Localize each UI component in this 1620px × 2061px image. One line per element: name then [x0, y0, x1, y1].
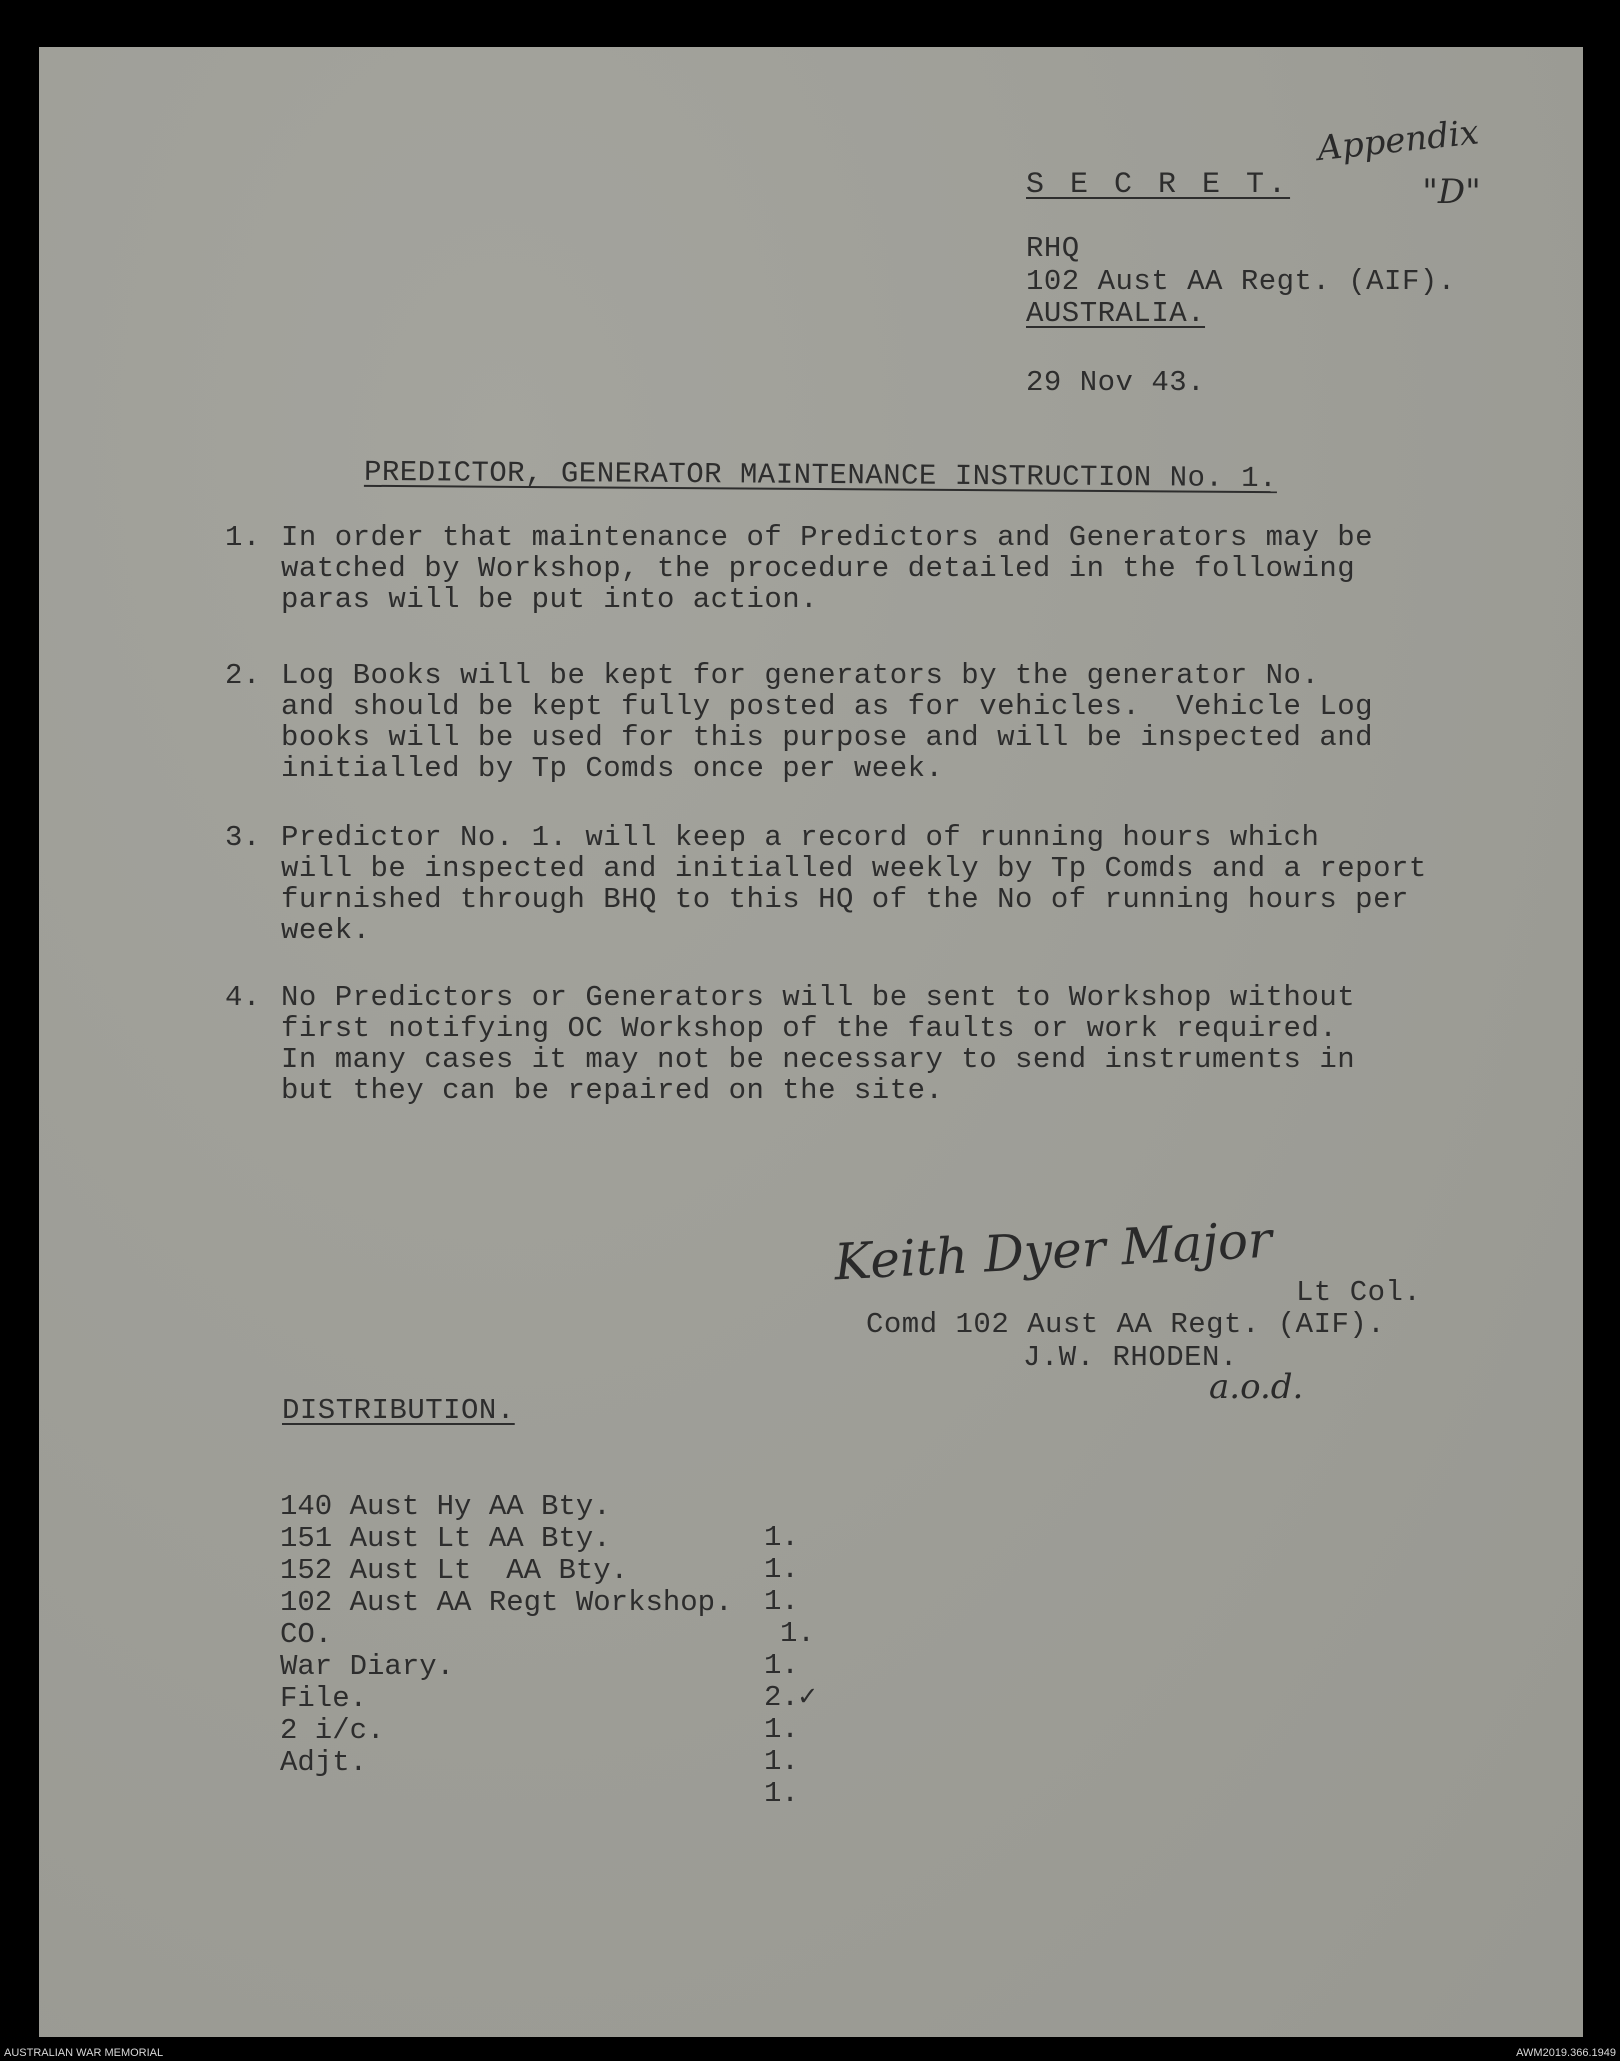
paragraph-number: 1.: [225, 521, 261, 554]
document-title: PREDICTOR, GENERATOR MAINTENANCE INSTRUCTION No. 1.: [363, 455, 1278, 496]
distribution-row: 152 Aust Lt AA Bty. 1.: [280, 1554, 799, 1618]
distribution-heading: DISTRIBUTION.: [282, 1394, 515, 1427]
signatory-appointment: Comd 102 Aust AA Regt. (AIF).: [866, 1308, 1386, 1341]
distribution-row: Adjt. 1.: [280, 1746, 799, 1810]
signature-initials: a.o.d.: [1209, 1367, 1304, 1407]
distribution-row: 140 Aust Hy AA Bty. 1.: [280, 1490, 799, 1554]
document-date: 29 Nov 43.: [1026, 366, 1206, 399]
handwritten-signature: Keith Dyer Major: [832, 1210, 1274, 1292]
paragraph-3: 3. Predictor No. 1. will keep a record of running hours which will be inspected and initialled weekly by Tp Comds and a report furnished through BHQ to this HQ of the No of running hours per week.: [225, 821, 1427, 947]
classification-marking: S E C R E T.: [1026, 168, 1291, 202]
paragraph-2: 2. Log Books will be kept for generators by the generator No. and should be kept fully posted as for vehicles. Vehicle Log books will be used for this purpose and will be inspected and initialled by Tp Comds once per week.: [225, 659, 1374, 785]
distribution-row: 151 Aust Lt AA Bty. 1.: [280, 1522, 799, 1586]
distribution-row: 102 Aust AA Regt Workshop. 1.: [280, 1586, 815, 1650]
signatory-rank: Lt Col.: [1296, 1276, 1422, 1309]
paragraph-1: 1. In order that maintenance of Predictors and Generators may be watched by Workshop, the procedure detailed in the following paras will be put into action.: [225, 521, 1374, 616]
appendix-label: Appendix: [1315, 112, 1481, 170]
paragraph-number: 4.: [225, 981, 261, 1014]
footer-credit: AUSTRALIAN WAR MEMORIAL: [4, 2047, 164, 2059]
signatory-name: J.W. RHODEN.: [1023, 1341, 1238, 1374]
unit-hq: RHQ: [1026, 232, 1080, 265]
distribution-row: CO. 1.: [280, 1618, 799, 1682]
distribution-row: File. 1.: [280, 1682, 799, 1746]
footer-accession-number: AWM2019.366.1949: [1516, 2047, 1616, 2059]
paragraph-number: 2.: [225, 659, 261, 692]
document-page: [39, 47, 1583, 2037]
appendix-letter: "D": [1422, 172, 1481, 212]
unit-location: AUSTRALIA.: [1026, 297, 1206, 330]
paragraph-4: 4. No Predictors or Generators will be sent to Workshop without first notifying OC Workshop of the faults or work required. In many cases it may not be necessary to send instruments in but they can be repaired on the site.: [225, 981, 1356, 1107]
distribution-row: 2 i/c. 1.: [280, 1714, 799, 1778]
paragraph-number: 3.: [225, 821, 261, 854]
distribution-row: War Diary. 2.✓: [280, 1650, 817, 1714]
unit-regiment: 102 Aust AA Regt. (AIF).: [1026, 265, 1456, 298]
